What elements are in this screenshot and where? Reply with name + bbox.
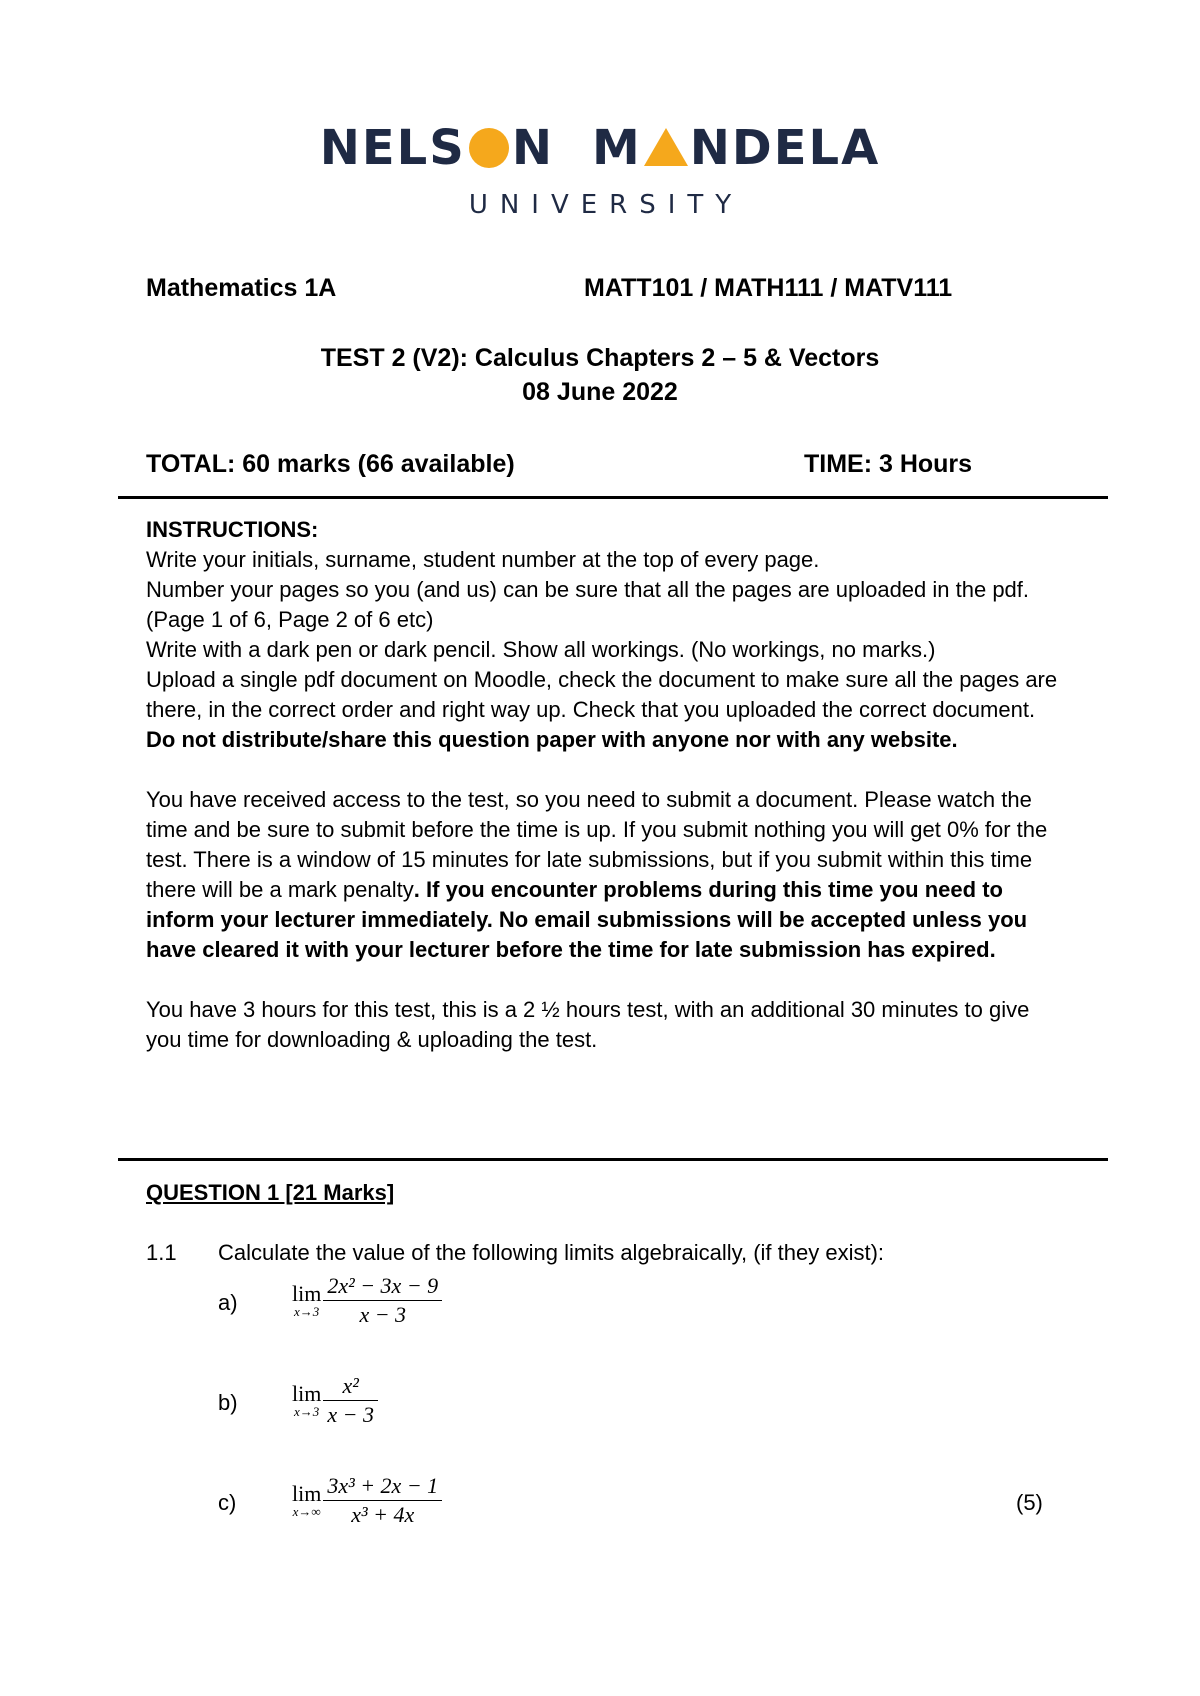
time-paragraph: You have 3 hours for this test, this is a 2 ½ hours test, with an additional 30 minutes to give you time for downloading & uploading the test. xyxy=(146,997,1030,1052)
limit-expression-c xyxy=(292,1472,442,1529)
instructions-heading: INSTRUCTIONS: xyxy=(146,517,319,542)
numerator: 3x³ + 2x − 1 xyxy=(327,1473,439,1498)
instruction-line: Upload a single pdf document on Moodle, check the document to make sure all the pages are there, in the correct order and right way up. Check that you uploaded the correct document. xyxy=(146,667,1058,722)
course-codes: MATT101 / MATH111 / MATV111 xyxy=(584,274,953,302)
part-label: b) xyxy=(218,1390,238,1415)
total-marks: TOTAL: 60 marks (66 available) xyxy=(146,450,515,478)
limit-expression-b xyxy=(292,1372,378,1429)
denominator: x − 3 xyxy=(327,1402,374,1427)
test-title: TEST 2 (V2): Calculus Chapters 2 – 5 & Vectors xyxy=(320,344,880,372)
instructions-block xyxy=(146,515,1066,1055)
question-heading: QUESTION 1 [21 Marks] xyxy=(146,1180,395,1205)
lim-subscript: x→3 xyxy=(294,1404,320,1419)
divider-top xyxy=(118,496,1108,499)
total-row xyxy=(146,450,1016,479)
submission-paragraph: You have received access to the test, so you need to submit a document. Please watch the time and be sure to submit before the time is up. If you submit nothing you will get 0% for the test. There is a window of 15 minutes for late submissions, but if you submit within this time there will be a mark penalty. If you encounter problems during this time you need to inform your lecturer immediately. No email submissions will be accepted unless you have cleared it with your lecturer before the time for late submission has expired. xyxy=(146,787,1048,962)
logo-word-mandela: M NDELA xyxy=(591,120,881,176)
question-number: 1.1 xyxy=(146,1240,177,1265)
lim-word: lim xyxy=(292,1481,322,1506)
logo-circle-icon xyxy=(469,128,509,168)
test-date: 08 June 2022 xyxy=(522,378,678,406)
instruction-line: Write with a dark pen or dark pencil. Show all workings. (No workings, no marks.) xyxy=(146,637,936,662)
part-label: c) xyxy=(218,1490,237,1515)
course-name: Mathematics 1A xyxy=(146,274,337,302)
question-marks: (5) xyxy=(1016,1490,1043,1515)
denominator: x − 3 xyxy=(359,1302,407,1327)
lim-subscript: x→3 xyxy=(294,1304,320,1319)
logo-word-nelson: NELS N xyxy=(319,120,554,176)
numerator: x² xyxy=(342,1373,359,1398)
lim-subscript: x→∞ xyxy=(292,1504,321,1519)
university-logo xyxy=(0,120,1200,220)
part-label: a) xyxy=(218,1290,238,1315)
question-prompt: Calculate the value of the following limits algebraically, (if they exist): xyxy=(218,1240,885,1265)
denominator: x³ + 4x xyxy=(351,1502,415,1527)
logo-triangle-icon xyxy=(644,128,688,166)
course-row xyxy=(146,274,1016,303)
logo-subtitle: UNIVERSITY xyxy=(468,190,744,220)
lim-word: lim xyxy=(292,1381,322,1406)
limit-expression-a xyxy=(292,1272,442,1329)
distribution-warning: Do not distribute/share this question paper with anyone nor with any website. xyxy=(146,727,958,752)
instruction-line: Write your initials, surname, student number at the top of every page. xyxy=(146,547,820,572)
divider-bottom xyxy=(118,1158,1108,1161)
lim-word: lim xyxy=(292,1281,322,1306)
instruction-line: Number your pages so you (and us) can be sure that all the pages are uploaded in the pdf. (Page 1 of 6, Page 2 of 6 etc) xyxy=(146,577,1030,632)
time-allowed: TIME: 3 Hours xyxy=(804,450,973,478)
numerator: 2x² − 3x − 9 xyxy=(327,1273,439,1298)
